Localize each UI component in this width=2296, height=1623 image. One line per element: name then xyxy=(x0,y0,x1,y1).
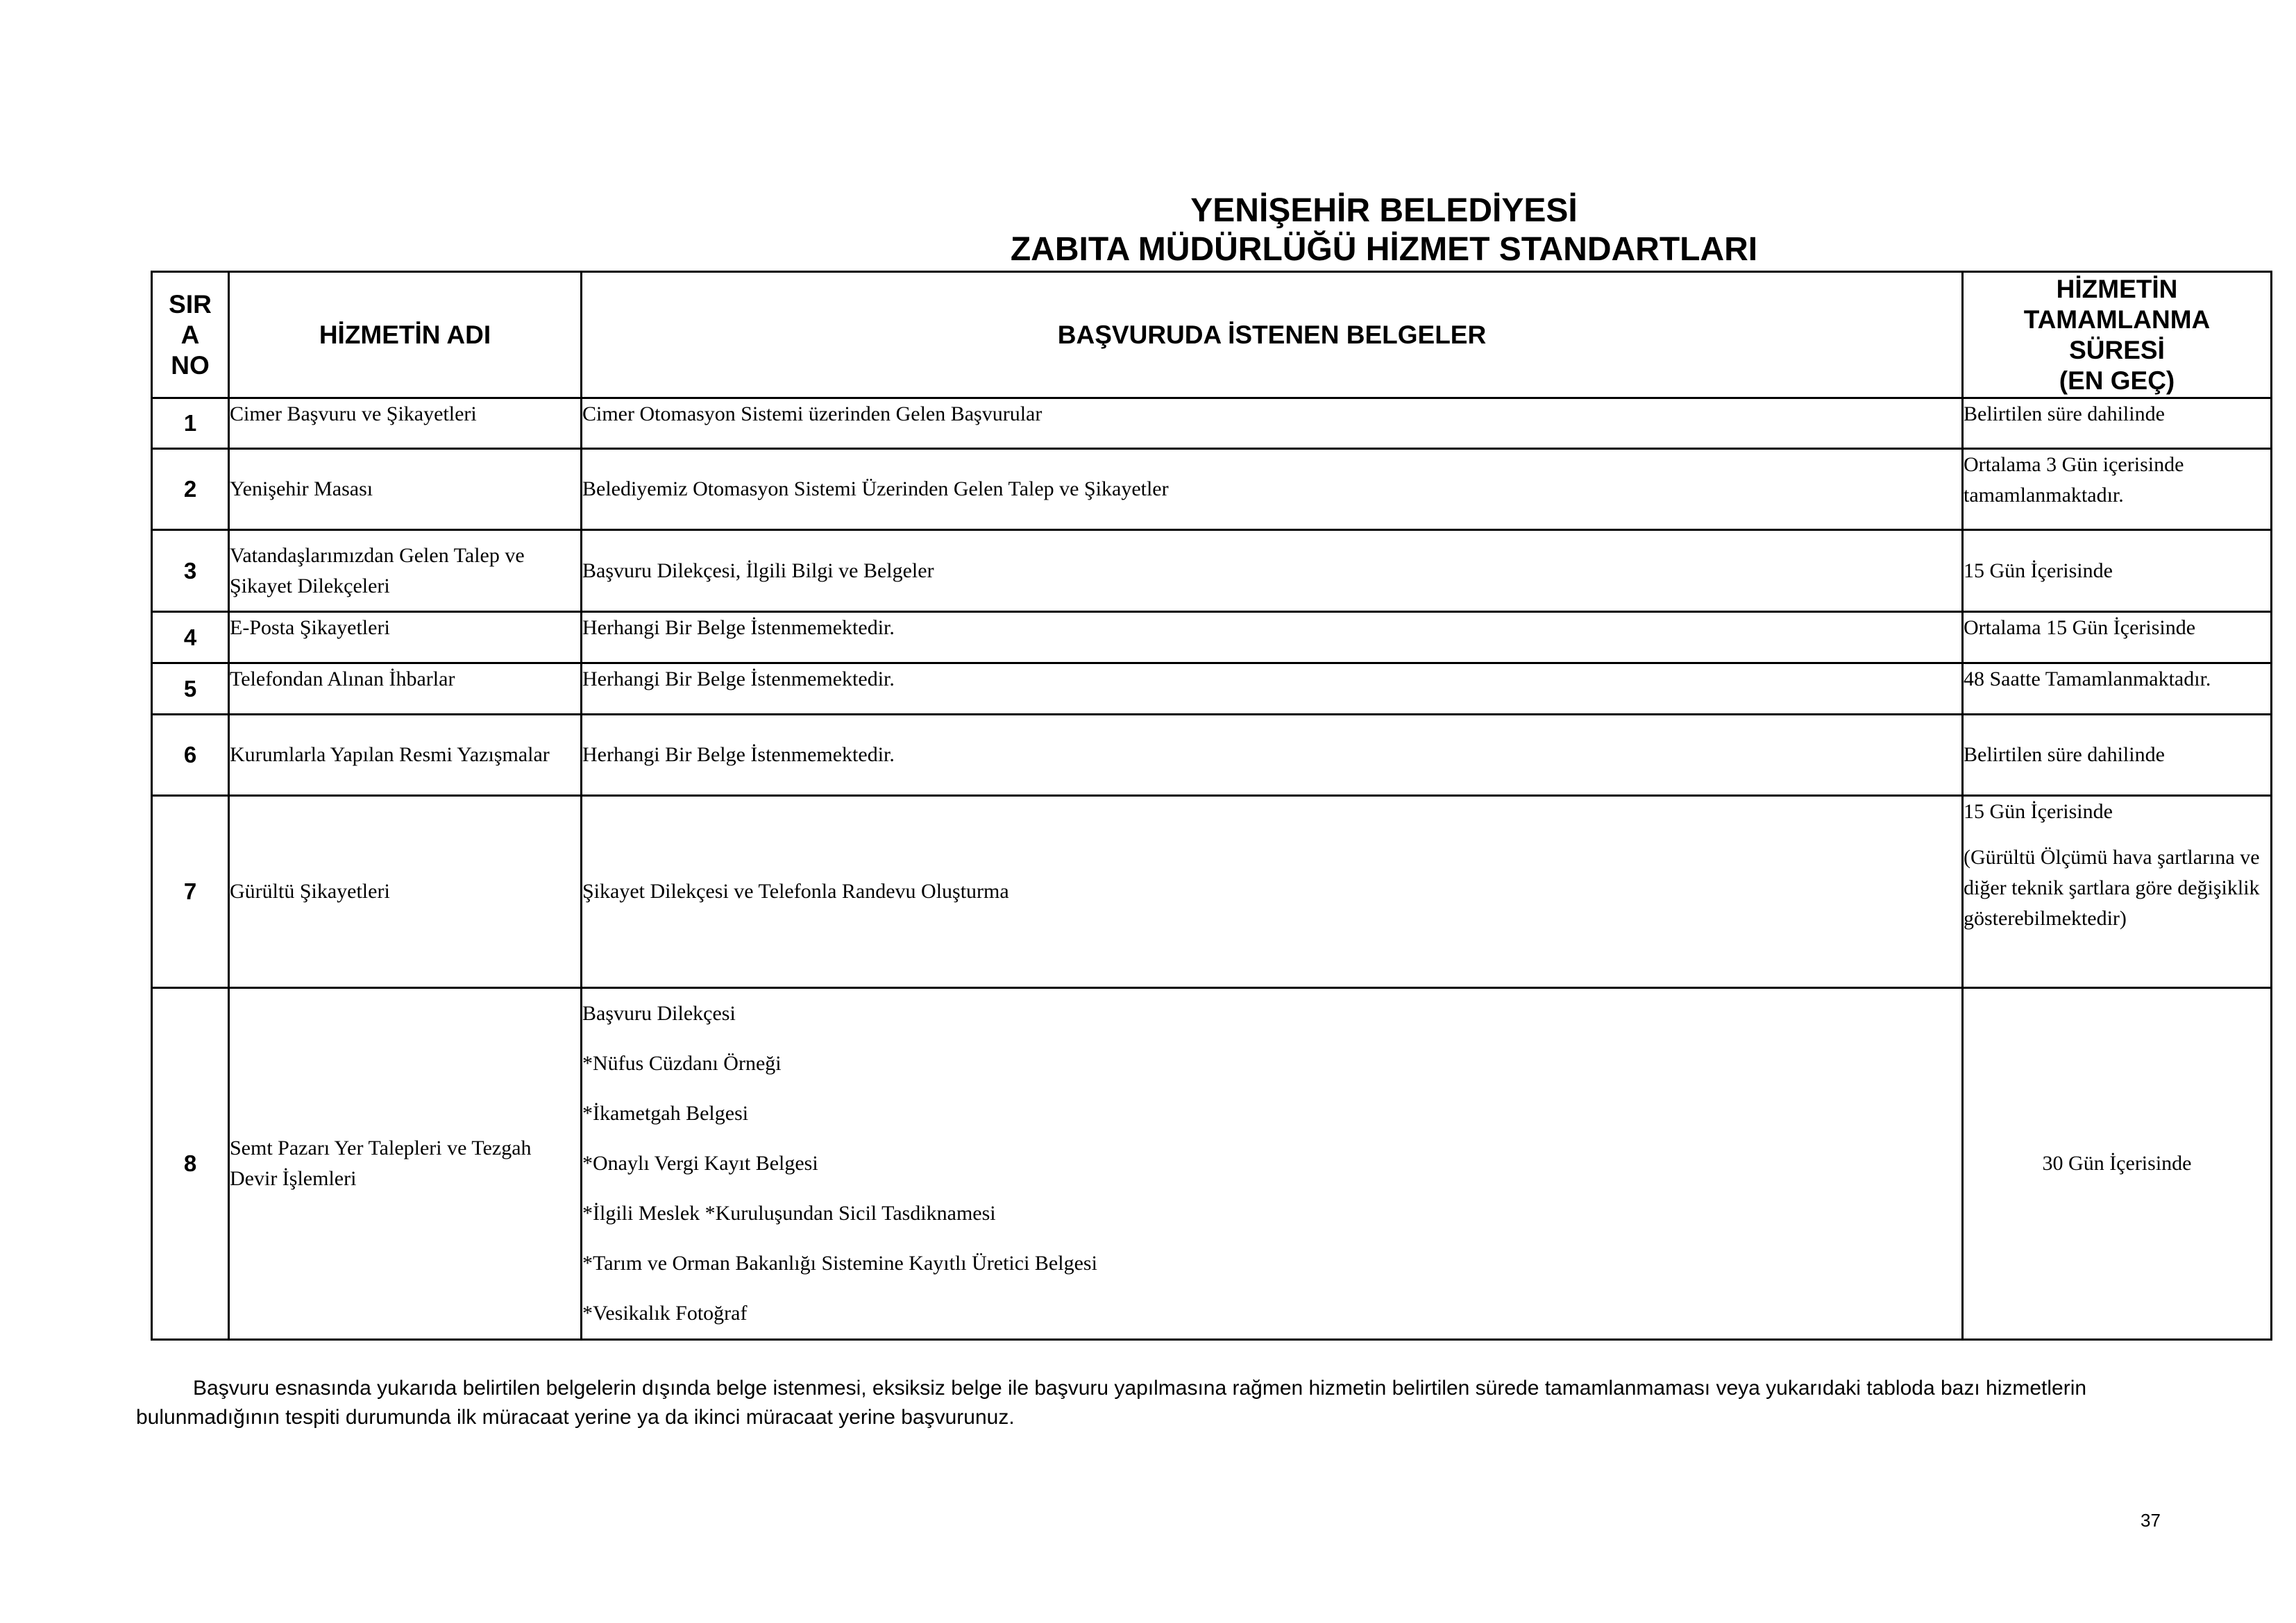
row-number: 2 xyxy=(152,449,229,530)
header-name: HİZMETİN ADI xyxy=(229,272,582,398)
table-row xyxy=(152,988,2272,1340)
document-item: *Vesikalık Fotoğraf xyxy=(582,1302,748,1325)
required-documents: Cimer Otomasyon Sistemi üzerinden Gelen Başvurular xyxy=(582,398,1963,449)
header-time-line: (EN GEÇ) xyxy=(2059,366,2175,395)
header-time xyxy=(1963,272,2272,398)
page-number: 37 xyxy=(2141,1510,2161,1531)
required-documents: Başvuru Dilekçesi, İlgili Bilgi ve Belgeler xyxy=(582,530,1963,612)
service-name: E-Posta Şikayetleri xyxy=(229,612,582,663)
header-no-line: A xyxy=(180,320,200,349)
row-number: 6 xyxy=(152,715,229,796)
document-item: *Tarım ve Orman Bakanlığı Sistemine Kayıtlı Üretici Belgesi xyxy=(582,1252,1097,1275)
completion-time: Ortalama 15 Gün İçerisinde xyxy=(1963,612,2272,663)
row-number: 4 xyxy=(152,612,229,663)
header-no-line: NO xyxy=(171,350,210,380)
row-number: 7 xyxy=(152,796,229,988)
completion-time: Belirtilen süre dahilinde xyxy=(1963,715,2272,796)
document-item: *İlgili Meslek *Kuruluşundan Sicil Tasdiknamesi xyxy=(582,1202,996,1225)
service-name: Cimer Başvuru ve Şikayetleri xyxy=(229,398,582,449)
table-row xyxy=(152,663,2272,715)
page-subtitle: ZABITA MÜDÜRLÜĞÜ HİZMET STANDARTLARI xyxy=(1010,231,1758,268)
row-number: 8 xyxy=(152,988,229,1340)
service-name: Gürültü Şikayetleri xyxy=(229,796,582,988)
service-standards-table xyxy=(151,271,2272,1341)
required-documents: Herhangi Bir Belge İstenmemektedir. xyxy=(582,612,1963,663)
completion-time: Belirtilen süre dahilinde xyxy=(1963,398,2272,449)
required-documents: Şikayet Dilekçesi ve Telefonla Randevu Oluşturma xyxy=(582,796,1963,988)
page-title: YENİŞEHİR BELEDİYESİ xyxy=(1190,192,1578,229)
document-item: *İkametgah Belgesi xyxy=(582,1102,749,1125)
header-time-line: HİZMETİN xyxy=(2056,274,2178,303)
document-item: Başvuru Dilekçesi xyxy=(582,1002,736,1025)
table-header-row xyxy=(152,272,2272,398)
header-time-line: SÜRESİ xyxy=(2069,335,2165,364)
completion-time: Ortalama 3 Gün içerisinde tamamlanmaktadır. xyxy=(1963,449,2272,530)
table-row xyxy=(152,715,2272,796)
header-no xyxy=(152,272,229,398)
service-name: Telefondan Alınan İhbarlar xyxy=(229,663,582,715)
header-docs: BAŞVURUDA İSTENEN BELGELER xyxy=(582,272,1963,398)
service-name: Kurumlarla Yapılan Resmi Yazışmalar xyxy=(229,715,582,796)
required-documents: Belediyemiz Otomasyon Sistemi Üzerinden Gelen Talep ve Şikayetler xyxy=(582,449,1963,530)
service-name: Vatandaşlarımızdan Gelen Talep ve Şikayet Dilekçeleri xyxy=(229,530,582,612)
service-name: Yenişehir Masası xyxy=(229,449,582,530)
row-number: 1 xyxy=(152,398,229,449)
required-documents xyxy=(582,988,1963,1340)
header-no-line: SIR xyxy=(169,289,212,318)
table-row xyxy=(152,449,2272,530)
footer-note-text: Başvuru esnasında yukarıda belirtilen belgelerin dışında belge istenmesi, eksiksiz belge ile başvuru yapılmasına rağmen hizmetin belirtilen sürede tamamlanmaması veya yukarıdaki tabloda bazı hizmetlerin bulunmadığının tespiti durumunda ilk müracaat yerine ya da ikinci müracaat yerine başvurunuz. xyxy=(136,1377,2087,1429)
table-row xyxy=(152,612,2272,663)
table-row xyxy=(152,530,2272,612)
service-name: Semt Pazarı Yer Talepleri ve Tezgah Devir İşlemleri xyxy=(229,988,582,1340)
completion-time xyxy=(1963,796,2272,988)
required-documents: Herhangi Bir Belge İstenmemektedir. xyxy=(582,715,1963,796)
document-item: *Nüfus Cüzdanı Örneği xyxy=(582,1052,782,1075)
footer-note xyxy=(136,1374,2163,1432)
row-number: 5 xyxy=(152,663,229,715)
row-number: 3 xyxy=(152,530,229,612)
completion-time: 30 Gün İçerisinde xyxy=(1963,988,2272,1340)
table-row xyxy=(152,398,2272,449)
header-time-line: TAMAMLANMA xyxy=(2023,305,2211,334)
completion-time-note: (Gürültü Ölçümü hava şartlarına ve diğer teknik şartlara göre değişiklik gösterebilmektedir) xyxy=(1964,846,2260,930)
document-item: *Onaylı Vergi Kayıt Belgesi xyxy=(582,1152,818,1175)
table-row xyxy=(152,796,2272,988)
completion-time-value: 15 Gün İçerisinde xyxy=(1964,800,2113,823)
completion-time: 48 Saatte Tamamlanmaktadır. xyxy=(1963,663,2272,715)
required-documents: Herhangi Bir Belge İstenmemektedir. xyxy=(582,663,1963,715)
completion-time: 15 Gün İçerisinde xyxy=(1963,530,2272,612)
